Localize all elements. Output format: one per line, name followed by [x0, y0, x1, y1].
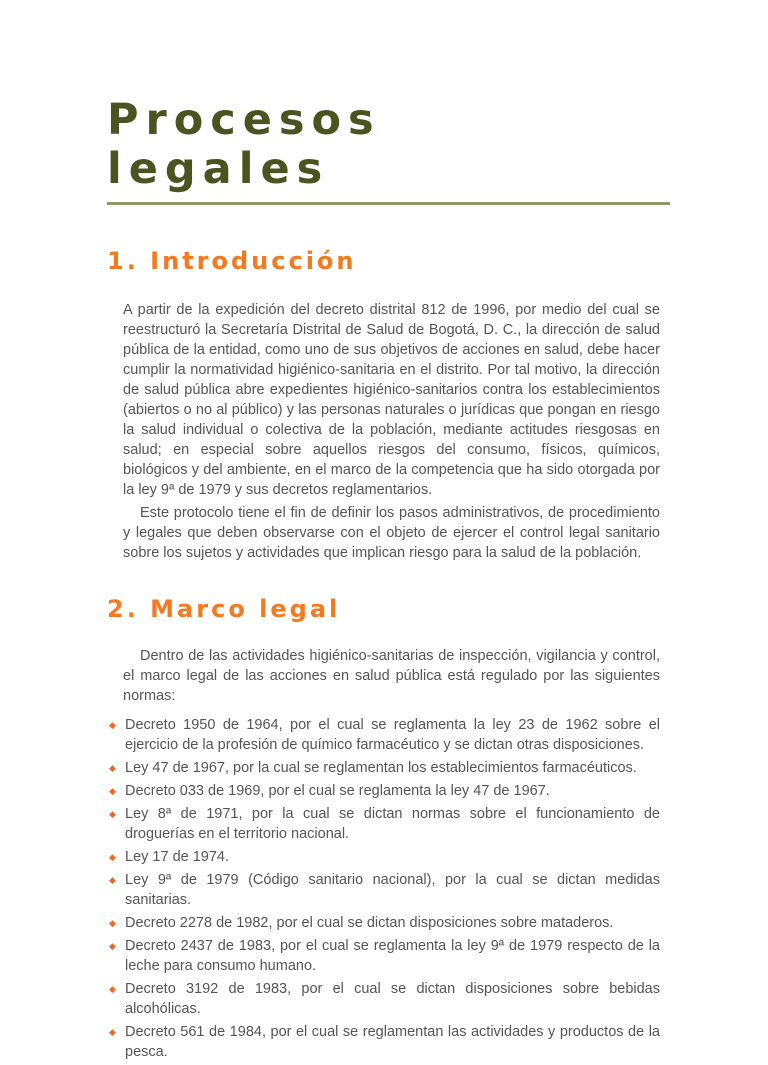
- diamond-bullet-icon: ◆: [109, 984, 116, 994]
- section-heading-introduccion: 1. Introducción: [107, 247, 357, 275]
- list-item-text: Decreto 561 de 1984, por el cual se reglamentan las actividades y productos de la pesca.: [125, 1024, 660, 1060]
- title-line-1: Procesos: [107, 95, 381, 145]
- diamond-bullet-icon: ◆: [109, 852, 116, 862]
- diamond-bullet-icon: ◆: [109, 786, 116, 796]
- title-rule: [107, 202, 670, 205]
- title-line-2: legales: [107, 144, 330, 194]
- list-item-text: Ley 17 de 1974.: [125, 849, 230, 865]
- list-item: [107, 870, 660, 910]
- list-item: [107, 715, 660, 755]
- paragraph-marco-legal-lead: Dentro de las actividades higiénico-sanitarias de inspección, vigilancia y control, el marco legal de las acciones en salud pública está regulado por las siguientes normas:: [123, 648, 660, 704]
- list-item: [107, 804, 660, 844]
- list-item-text: Decreto 3192 de 1983, por el cual se dictan disposiciones sobre bebidas alcohólicas.: [125, 981, 660, 1017]
- list-item-text: Ley 8ª de 1971, por la cual se dictan normas sobre el funcionamiento de droguerías en el territorio nacional.: [125, 806, 660, 842]
- list-item-text: Ley 47 de 1967, por la cual se reglamentan los establecimientos farmacéuticos.: [125, 760, 637, 776]
- diamond-bullet-icon: ◆: [109, 875, 116, 885]
- list-item: [107, 758, 660, 778]
- diamond-bullet-icon: ◆: [109, 918, 116, 928]
- list-item-text: Ley 9ª de 1979 (Código sanitario nacional), por la cual se dictan medidas sanitarias.: [125, 872, 660, 908]
- list-item: [107, 913, 660, 933]
- diamond-bullet-icon: ◆: [109, 1027, 116, 1037]
- list-item: [107, 781, 660, 801]
- list-item-text: Decreto 2437 de 1983, por el cual se reglamenta la ley 9ª de 1979 respecto de la leche para consumo humano.: [125, 938, 660, 974]
- list-item: [107, 979, 660, 1019]
- section-heading-marco-legal: 2. Marco legal: [107, 595, 341, 623]
- list-item: [107, 1022, 660, 1062]
- paragraph-introduccion-2: Este protocolo tiene el fin de definir los pasos administrativos, de procedimiento y legales que deben observarse con el objeto de ejercer el control legal sanitario sobre los sujetos y actividades que implican riesgo para la salud de la población.: [123, 505, 660, 561]
- list-item: [107, 936, 660, 976]
- paragraph-introduccion-1: A partir de la expedición del decreto distrital 812 de 1996, por medio del cual se reestructuró la Secretaría Distrital de Salud de Bogotá, D. C., la dirección de salud pública de la entidad, como uno de sus objetivos de acciones en salud, debe hacer cumplir la normatividad higiénico-sanitaria en el distrito. Por tal motivo, la dirección de salud pública abre expedientes higiénico-sanitarios contra los establecimientos (abiertos o no al público) y las personas naturales o jurídicas que pongan en riesgo la salud individual o colectiva de la población, mediante actitudes riesgosas en salud; en especial sobre aquellos riesgos del consumo, físicos, químicos, biológicos y del ambiente, en el marco de la competencia que ha sido otorgada por la ley 9ª de 1979 y sus decretos reglamentarios.: [123, 302, 660, 498]
- list-item-text: Decreto 1950 de 1964, por el cual se reglamenta la ley 23 de 1962 sobre el ejercicio de la profesión de químico farmacéutico y se dictan otras disposiciones.: [125, 717, 660, 753]
- diamond-bullet-icon: ◆: [109, 763, 116, 773]
- diamond-bullet-icon: ◆: [109, 809, 116, 819]
- norms-bullet-list: [107, 715, 660, 1062]
- list-item: [107, 847, 660, 867]
- diamond-bullet-icon: ◆: [109, 720, 116, 730]
- page-content: [107, 0, 670, 1065]
- list-item-text: Decreto 033 de 1969, por el cual se reglamenta la ley 47 de 1967.: [125, 783, 550, 799]
- list-item-text: Decreto 2278 de 1982, por el cual se dictan disposiciones sobre mataderos.: [125, 915, 614, 931]
- diamond-bullet-icon: ◆: [109, 941, 116, 951]
- page-title: [107, 96, 670, 194]
